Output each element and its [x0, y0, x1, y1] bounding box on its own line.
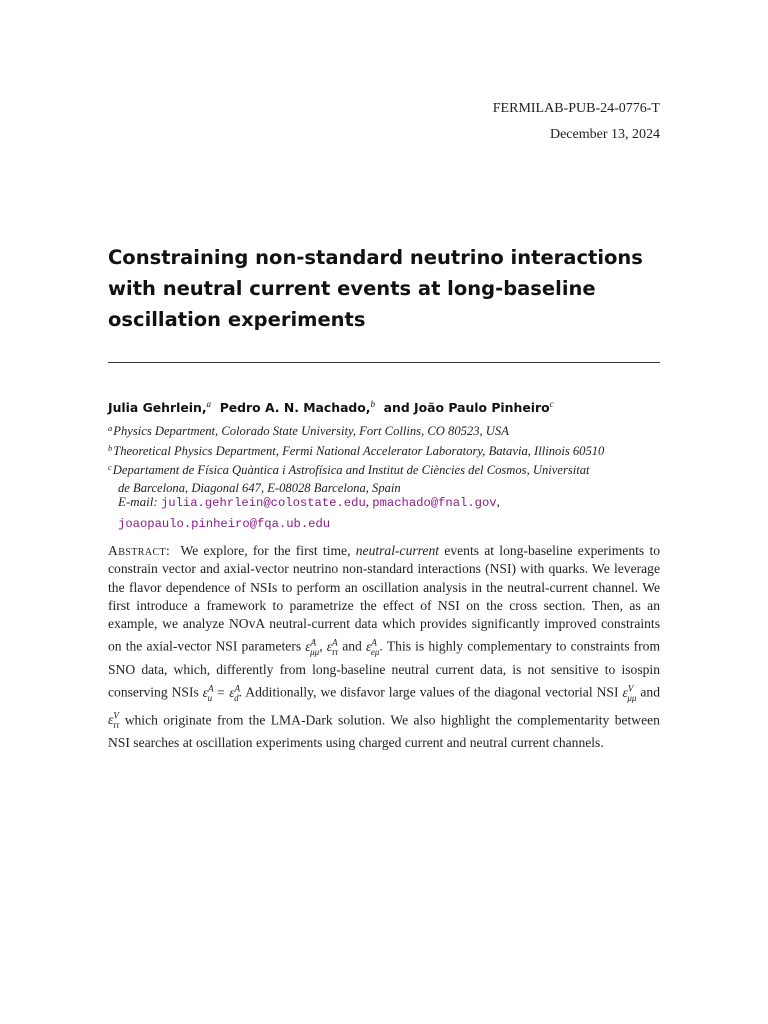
affiliation-mark: c: [108, 462, 112, 472]
author-affiliation-mark: b: [370, 399, 376, 409]
math-symbol: $\varepsilon^A_{e\mu}$: [365, 637, 380, 657]
affiliation-text-continued: de Barcelona, Diagonal 647, E-08028 Barcelona, Spain: [118, 481, 401, 495]
author-list: [108, 399, 554, 415]
abstract-text: which originate from the LMA-Dark solution. We also highlight the complementarity between NSI searches at oscillation experiments using charged current and neutral current channels.: [108, 712, 660, 751]
affiliation-text: Theoretical Physics Department, Fermi National Accelerator Laboratory, Batavia, Illinois 60510: [113, 444, 605, 458]
math-symbol: $\varepsilon^A_{\mu\mu}$: [305, 637, 320, 657]
affiliation-mark: a: [108, 423, 113, 433]
author-name: Julia Gehrlein,: [108, 400, 207, 415]
report-number: FERMILAB-PUB-24-0776-T: [492, 101, 660, 116]
email-link[interactable]: pmachado@fnal.gov: [372, 496, 497, 510]
author-name: and João Paulo Pinheiro: [383, 400, 550, 415]
abstract-text: events at long-baseline experiments to constrain vector and axial-vector neutrino non-standard interactions (NSI) with quarks. We leverage the flavor dependence of NSIs to perform an oscillation analysis in the neutral-current channel. We first introduce a framework to parametrize the effect of NSI on the cross section. Then, as an example, we analyze NOvA neutral-current data which provides significantly improved constraints on the axial-vector NSI parameters: [108, 543, 661, 655]
paper-title: Constraining non-standard neutrino interactions with neutral current events at long-baseline oscillation experiments: [108, 246, 643, 331]
abstract-text: and: [640, 684, 661, 700]
affiliation-mark: b: [108, 443, 113, 453]
abstract-heading: Abstract:: [108, 543, 171, 558]
math-symbol: $\varepsilon^A_{\tau\tau}$: [326, 637, 339, 657]
title-divider: [108, 362, 660, 363]
math-symbol: $\varepsilon^A_u = \varepsilon^A_d$: [202, 683, 241, 703]
abstract-text: . This is highly complementary to constraints from SNO data, which, differently from long-baseline neutral current data, is not sensitive to isospin conserving NSIs: [108, 639, 661, 700]
email-link[interactable]: joaopaulo.pinheiro@fqa.ub.edu: [118, 517, 331, 531]
abstract-text: . Additionally, we disfavor large values of the diagonal vectorial NSI: [238, 684, 619, 700]
affiliation-a: [108, 419, 668, 440]
math-symbol: $\varepsilon^V_{\mu\mu}$: [622, 683, 637, 703]
email-block: E-mail: julia.gehrlein@colostate.edu, pmachado@fnal.gov, joaopaulo.pinheiro@fqa.ub.edu: [118, 494, 500, 531]
affiliation-text: Physics Department, Colorado State University, Fort Collins, CO 80523, USA: [113, 424, 509, 438]
abstract: Abstract: We explore, for the first time, neutral-current events at long-baseline experiments to constrain vector and axial-vector neutrino non-standard interactions (NSI) with quarks. We leverage the flavor dependence of NSIs to perform an oscillation analysis in the neutral-current channel. We first introduce a framework to parametrize the effect of NSI on the cross section. Then, as an example, we analyze NOvA neutral-current data which provides significantly improved constraints on the axial-vector NSI parameters $\varepsilon^A_{\mu\mu}$, $\varepsilon^A_{\tau\tau}$ and $\varepsilon^A_{e\mu}$. This is highly complementary to constraints from SNO data, which, differently from long-baseline neutral current data, is not sensitive to isospin conserving NSIs $\varepsilon^A_u = \varepsilon^A_d$. Additionally, we disfavor large values of the diagonal vectorial NSI $\varepsilon^V_{\mu\mu}$ and $\varepsilon^V_{\tau\tau}$ which originate from the LMA-Dark solution. We also highlight the complementarity between NSI searches at oscillation experiments using charged current and neutral current channels.: [108, 543, 661, 751]
author-name: Pedro A. N. Machado,: [219, 400, 371, 415]
abstract-text: and: [342, 639, 362, 655]
affiliation-text: Departament de Física Quàntica i Astrofísica and Institut de Ciències del Cosmos, Universitat: [112, 463, 590, 477]
email-link[interactable]: julia.gehrlein@colostate.edu: [160, 496, 366, 510]
math-symbol: $\varepsilon^V_{\tau\tau}$: [108, 710, 120, 731]
email-label: E-mail:: [118, 494, 158, 509]
abstract-emphasis: neutral-current: [355, 543, 440, 558]
affiliation-b: [108, 439, 668, 460]
abstract-text: We explore, for the first time,: [180, 543, 351, 558]
author-affiliation-mark: a: [206, 399, 212, 409]
author-affiliation-mark: c: [549, 399, 554, 409]
publication-date: December 13, 2024: [549, 127, 660, 142]
